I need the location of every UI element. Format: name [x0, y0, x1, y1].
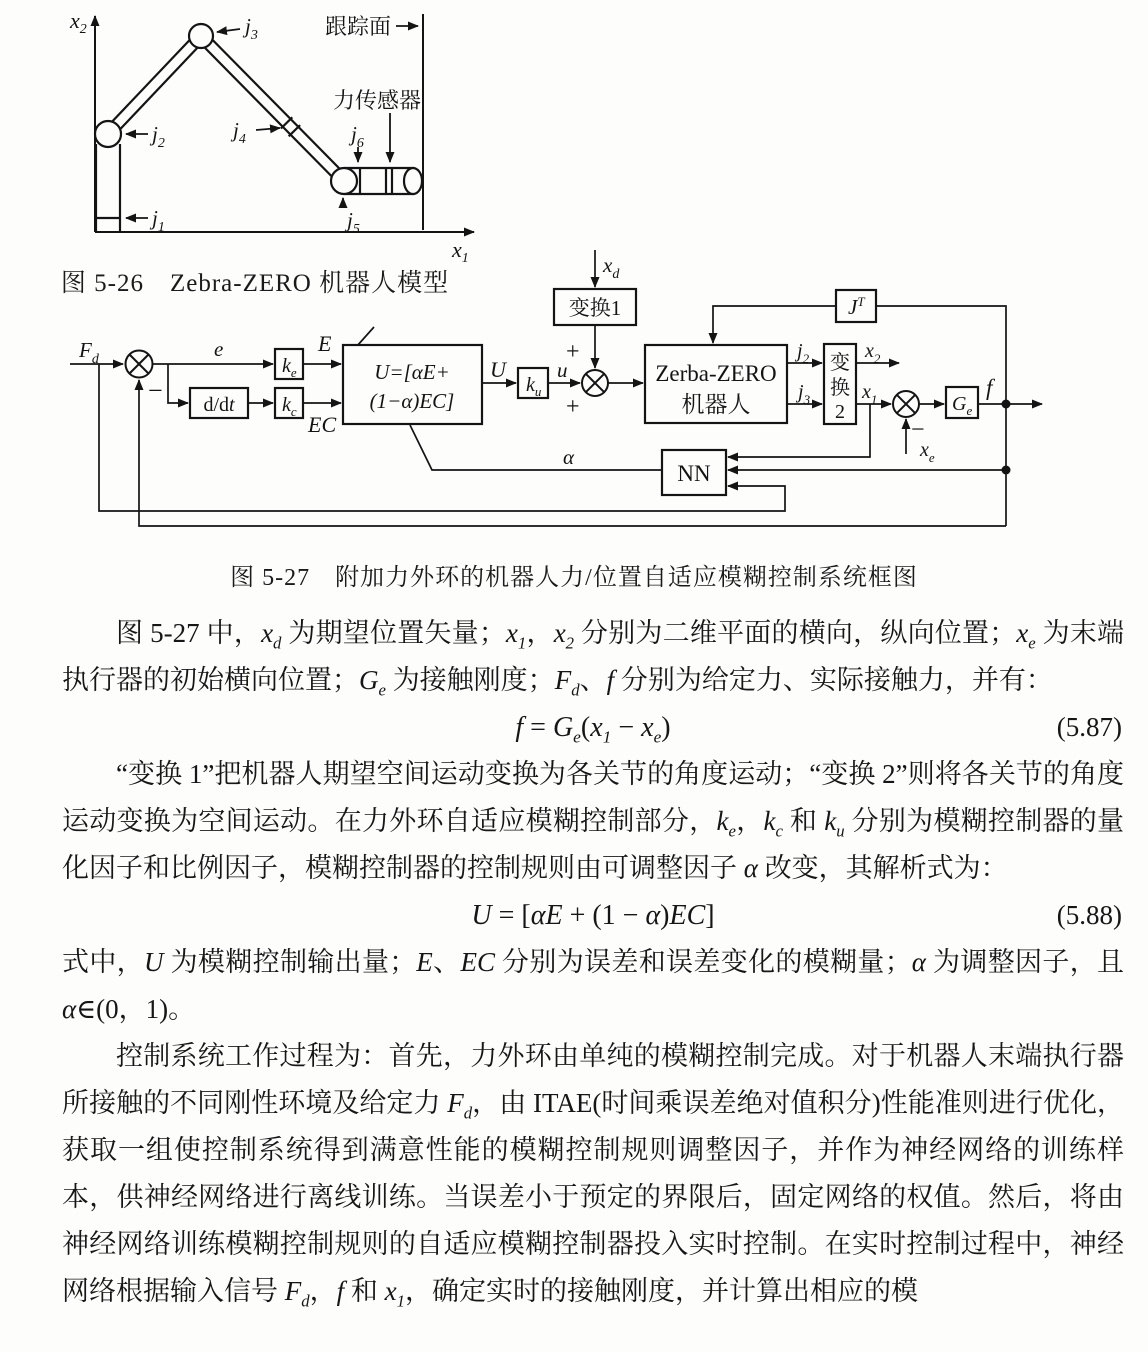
joint-j2	[95, 121, 121, 147]
joint-j3	[189, 24, 213, 48]
kc-label: $k_c$	[282, 394, 297, 419]
plus-bottom-sign: +	[566, 394, 580, 420]
fuzzy-line1: U=[αE+	[374, 360, 450, 384]
robot-arm	[95, 24, 422, 232]
jacobian-label: $J^T$	[848, 294, 865, 319]
fd-label: $F_d$	[79, 338, 99, 367]
minus-sign-comparator: −	[148, 376, 163, 405]
u-label: u	[557, 358, 568, 382]
figure-control-block-diagram	[0, 240, 1148, 542]
force-sensor-label: 力传感器	[333, 88, 422, 113]
j4-label: $j_4$	[233, 118, 246, 147]
x1-signal-label: $x_1$	[862, 381, 878, 407]
f-label: f	[986, 375, 993, 400]
figure-5-27-caption: 图 5-27 附加力外环的机器人力/位置自适应模糊控制系统框图	[230, 565, 918, 591]
j2-signal-label: $j_2$	[797, 340, 810, 366]
joint-j5	[331, 168, 357, 194]
paragraph-2: “变换 1”把机器人期望空间运动变换为各关节的角度运动；“变换 2”则将各关节的角度运动变换为空间运动。在力外环自适应模糊控制部分，$k_e$，$k_c$ 和 $k_u$ 分别为模糊控制器的量化因子和比例因子，模糊控制器的控制规则由可调整因子 α 改变，其解析式为：	[62, 759, 1125, 883]
figure-robot-model	[0, 0, 520, 262]
x1-axis-label: $x_1$	[452, 237, 469, 262]
xd-label: $x_d$	[603, 253, 620, 282]
xe-label: $x_e$	[920, 439, 935, 465]
E-label: E	[318, 331, 332, 356]
fig26-labels	[69, 8, 469, 262]
j5-label: $j_5$	[347, 208, 360, 237]
ddt-label: d/dt	[203, 394, 235, 416]
ku-label: $k_u$	[526, 374, 542, 399]
transform2-char3: 2	[835, 401, 845, 423]
adjustable-slash	[357, 327, 374, 346]
equation-5-87	[62, 704, 1124, 751]
robot-label-line2: 机器人	[681, 392, 751, 417]
transform1-label: 变换1	[568, 296, 622, 320]
joint-j4-mark	[281, 117, 292, 128]
equation-5-87-expression: $f = G_e(x_1 - x_e)$	[515, 712, 671, 747]
paragraph-1: 图 5-27 中，$x_d$ 为期望位置矢量；$x_1$，$x_2$ 分别为二维平面的横向，纵向位置；$x_e$ 为末端执行器的初始横向位置；$G_e$ 为接触刚度；$F_d$、f 分别为给定力、实际接触力，并有：	[62, 618, 1125, 700]
EC-label: EC	[308, 412, 337, 437]
jt-feedback-wire	[713, 306, 836, 343]
ke-label: $k_e$	[282, 355, 297, 380]
j1-label: $j_1$	[152, 206, 165, 235]
e-label: e	[214, 337, 224, 361]
equation-5-88-expression: U = [αE + (1 − α)EC]	[471, 900, 715, 931]
force-comparator	[126, 351, 153, 378]
paragraph-3: 式中，U 为模糊控制输出量；E、EC 分别为误差和误差变化的模糊量；α 为调整因子，且 α∈(0，1)。	[62, 947, 1125, 1024]
contact-comparator	[893, 391, 919, 417]
tracking-surface-label: 跟踪面	[325, 14, 392, 39]
transform2-char2: 换	[830, 377, 850, 399]
position-summer	[582, 370, 608, 396]
minus-sign-xe: −	[911, 417, 925, 443]
nn-label: NN	[677, 461, 711, 486]
fuzzy-line2: (1−α)EC]	[369, 389, 455, 413]
paragraph-4: 控制系统工作过程为：首先，力外环由单纯的模糊控制完成。对于机器人末端执行器所接触的不同刚性环境及给定力 $F_d$，由 ITAE(时间乘误差绝对值积分)性能准则进行优化，获取一组使控制系统得到满意性能的模糊控制规则调整因子，并作为神经网络的训练样本，供神经网络进行离线训练。当误差小于预定的界限后，固定网络的权值。然后，将由神经网络训练模糊控制规则的自适应模糊控制器投入实时控制。在实时控制过程中，神经网络根据输入信号 $F_d$，f 和 $x_1$，确定实时的接触刚度，并计算出相应的模	[62, 1041, 1125, 1311]
nn-branch-dot	[1002, 466, 1011, 475]
equation-5-87-number: (5.87)	[1056, 712, 1122, 742]
transform2-char1: 变	[830, 352, 850, 374]
x2-signal-label: $x_2$	[865, 340, 881, 366]
j2-label: $j_2$	[152, 122, 165, 151]
equation-5-88-number: (5.88)	[1056, 900, 1122, 930]
j3-signal-label: $j_3$	[798, 381, 811, 407]
x2-axis-label: $x_2$	[70, 8, 87, 37]
j3-label: $j_3$	[245, 14, 258, 43]
U-label: U	[490, 357, 506, 382]
ge-label: $G_e$	[952, 393, 973, 418]
alpha-wire	[410, 425, 662, 470]
figure-5-26-caption: 图 5-26 Zebra-ZERO 机器人模型	[60, 270, 450, 297]
effector-tip	[404, 168, 422, 194]
f-branch-dot	[1002, 400, 1011, 409]
plus-top-sign: +	[566, 339, 580, 365]
signal-labels	[78, 253, 996, 469]
alpha-label: α	[563, 445, 575, 469]
body-text	[62, 610, 1124, 1315]
j6-label: $j_6$	[351, 122, 364, 151]
callout-arrows	[126, 26, 418, 218]
equation-5-88	[62, 892, 1124, 939]
robot-label-line1: Zerba-ZERO	[655, 361, 777, 386]
